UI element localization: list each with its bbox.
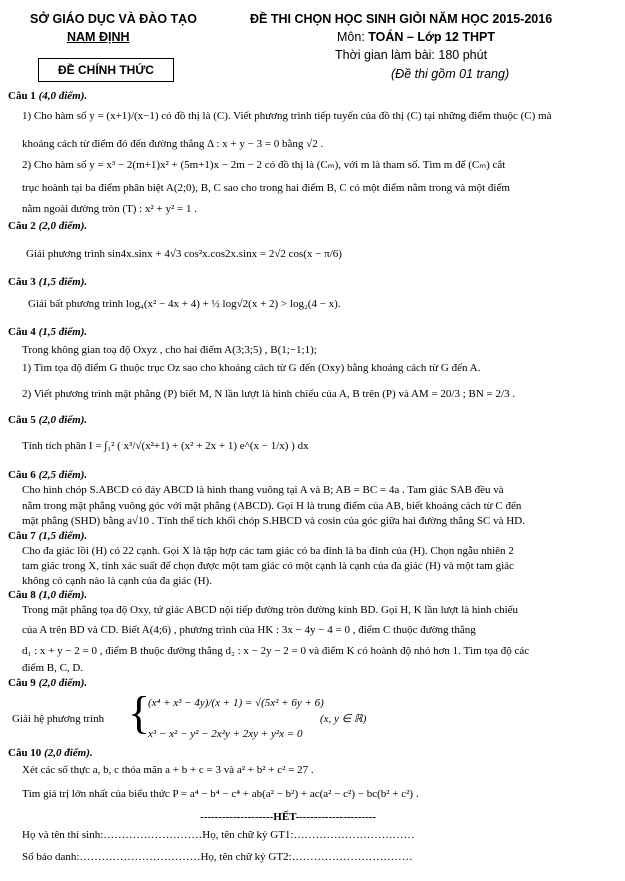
question-2-line-1: Giải phương trình sin4x.sinx + 4√3 cos²x.cos2x.sinx = 2√2 cos(x − π/6)	[26, 248, 342, 260]
question-7-heading: Câu 7 (1,5 điểm).	[8, 530, 88, 542]
candidate-id-line: Số báo danh:……………………………Họ, tên chữ ký GT2:……………………………	[22, 851, 413, 863]
question-1-line-4: trục hoành tại ba điểm phân biệt A(2;0), B, C sao cho trong hai điểm B, C có một điểm nằm trong và một điểm	[22, 182, 510, 194]
question-4-line-3: 2) Viết phương trình mặt phẳng (P) biết M, N lần lượt là hình chiếu của A, B trên (P) và AM = 20/3 ; BN = 2/3 .	[22, 388, 516, 400]
official-label: ĐỀ CHÍNH THỨC	[38, 58, 174, 82]
question-2-heading: Câu 2 (2,0 điểm).	[8, 220, 88, 232]
question-7-line-3: không có cạnh nào là cạnh của đa giác (H).	[22, 575, 212, 587]
question-6-line-1: Cho hình chóp S.ABCD có đáy ABCD là hình thang vuông tại A và B; AB = BC = 4a . Tam giác SAB đều và	[22, 484, 504, 496]
question-8-line-4: điểm B, C, D.	[22, 662, 84, 674]
question-9-domain: (x, y ∈ ℝ)	[320, 713, 367, 725]
question-5-heading: Câu 5 (2,0 điểm).	[8, 414, 88, 426]
candidate-name-line: Họ và tên thí sinh:………………………Họ, tên chữ ký GT1:……………………………	[22, 829, 415, 841]
question-1-line-5: nằm ngoài đường tròn (T) : x² + y² = 1 .	[22, 203, 197, 215]
subject-line: Môn: TOÁN – Lớp 12 THPT	[337, 30, 495, 44]
question-10-heading: Câu 10 (2,0 điểm).	[8, 747, 93, 759]
exam-title: ĐỀ THI CHỌN HỌC SINH GIỎI NĂM HỌC 2015-2016	[250, 12, 553, 26]
question-7-line-1: Cho đa giác lồi (H) có 22 cạnh. Gọi X là tập hợp các tam giác có ba đỉnh là ba đỉnh của (H). Chọn ngẫu nhiên 2	[22, 545, 514, 557]
question-5-line-1: Tính tích phân I = ∫₁² ( x³/√(x²+1) + (x² + 2x + 1) e^(x − 1/x) ) dx	[22, 440, 309, 452]
question-10-line-2: Tìm giá trị lớn nhất của biểu thức P = a⁴ − b⁴ − c⁴ + ab(a² − b²) + ac(a² − c²) − bc(b² + c²) .	[22, 788, 419, 800]
question-1-line-2: khoảng cách từ điểm đó đến đường thẳng Δ : x + y − 3 = 0 bằng √2 .	[22, 138, 324, 150]
question-8-line-1: Trong mặt phẳng tọa độ Oxy, tứ giác ABCD nội tiếp đường tròn đường kính BD. Gọi H, K lần lượt là hình chiếu	[22, 604, 519, 616]
question-3-heading: Câu 3 (1,5 điểm).	[8, 276, 88, 288]
question-9-label: Giải hệ phương trình	[12, 713, 105, 725]
question-4-heading: Câu 4 (1,5 điểm).	[8, 326, 88, 338]
question-6-heading: Câu 6 (2,5 điểm).	[8, 469, 88, 481]
question-9-heading: Câu 9 (2,0 điểm).	[8, 677, 88, 689]
question-1-line-3: 2) Cho hàm số y = x³ − 2(m+1)x² + (5m+1)x − 2m − 2 có đồ thị là (Cₘ), với m là tham số. Tìm m để (Cₘ) cắt	[22, 159, 506, 171]
end-mark: --------------------HẾT----------------------	[200, 811, 377, 823]
question-1-heading: Câu 1 (4,0 điểm).	[8, 90, 88, 102]
question-6-line-2: nằm trong mặt phẳng vuông góc với mặt phẳng (ABCD). Gọi H là trung điểm của AB, biết khoảng cách từ C đến	[22, 500, 522, 512]
question-4-line-1: Trong không gian toạ độ Oxyz , cho hai điểm A(3;3;5) , B(1;−1;1);	[22, 344, 317, 356]
question-4-line-2: 1) Tìm tọa độ điểm G thuộc trục Oz sao cho khoảng cách từ G đến (Oxy) bằng khoảng cách từ G đến A.	[22, 362, 481, 374]
question-7-line-2: tam giác trong X, tính xác suất để chọn được một tam giác có một cạnh là cạnh của đa giác (H) và một tam giác	[22, 560, 514, 572]
question-9-equation-1: (x⁴ + x³ − 4y)/(x + 1) = √(5x² + 6y + 6)	[148, 697, 324, 709]
question-3-line-1: Giải bất phương trình log₄(x² − 4x + 4) + ½ log√2(x + 2) > log₂(4 − x).	[28, 298, 341, 310]
question-9-equation-2: x³ − x² − y² − 2x²y + 2xy + y²x = 0	[148, 728, 303, 740]
question-10-line-1: Xét các số thực a, b, c thỏa mãn a + b + c = 3 và a² + b² + c² = 27 .	[22, 764, 314, 776]
question-8-line-3: d₁ : x + y − 2 = 0 , điểm B thuộc đường thẳng d₂ : x − 2y − 2 = 0 và điểm K có hoành độ nhỏ hơn 1. Tìm tọa độ các	[22, 645, 530, 657]
department-city: NAM ĐỊNH	[67, 30, 130, 44]
pages-note: (Đề thi gồm 01 trang)	[391, 67, 510, 81]
question-6-line-3: mặt phẳng (SHD) bằng a√10 . Tính thể tích khối chóp S.HBCD và cosin của góc giữa hai đường thẳng SC và HD.	[22, 515, 525, 527]
system-brace: {	[128, 687, 151, 738]
department-name: SỞ GIÁO DỤC VÀ ĐÀO TẠO	[30, 12, 197, 26]
question-1-line-1: 1) Cho hàm số y = (x+1)/(x−1) có đồ thị là (C). Viết phương trình tiếp tuyến của đồ thị (C) tại những điểm thuộc (C) mà	[22, 110, 552, 122]
question-8-line-2: của A trên BD và CD. Biết A(4;6) , phương trình của HK : 3x − 4y − 4 = 0 , điểm C thuộc đường thẳng	[22, 624, 476, 636]
question-8-heading: Câu 8 (1,0 điểm).	[8, 589, 88, 601]
duration: Thời gian làm bài: 180 phút	[335, 48, 488, 62]
